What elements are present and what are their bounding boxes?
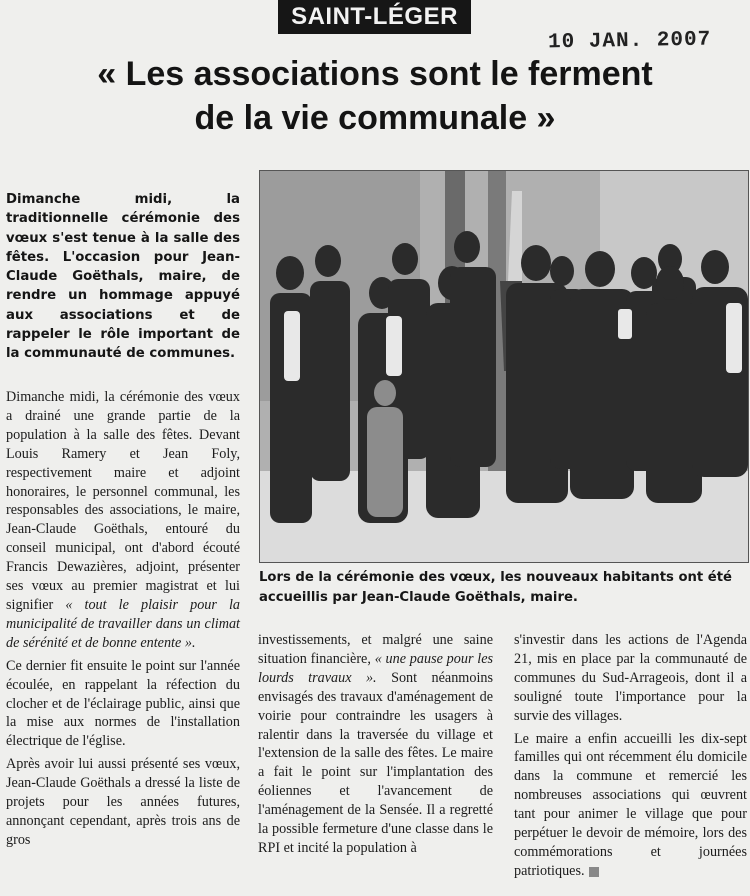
photo-caption: Lors de la cérémonie des vœux, les nouveaux habitants ont été accueillis par Jean-Claude Goëthals, maire. xyxy=(259,570,732,605)
body-paragraph xyxy=(258,631,493,858)
body-text: Sont néanmoins envisagés des travaux d'aménagement de voirie pour contraindre les usagers à ralentir dans la traversée du village et l'extension de la salle des fêtes. Le maire a fait le point sur l'implantation des éoliennes et l'avancement de l'aménagement de la Sensée. Il a regretté la possible fermeture d'une classe dans le RPI et incité la population à xyxy=(258,669,493,856)
body-paragraph xyxy=(514,730,747,881)
body-column-1 xyxy=(6,388,240,854)
body-text: Dimanche midi, la cérémonie des vœux a drainé une grande partie de la population à la salle des fêtes. Devant Louis Ramery et Jean Foly, respectivement maire et adjoint honoraires, le personnel communal, les responsables des associations, le maire, Jean-Claude Goëthals, entouré du conseil municipal, ont d'abord écouté Francis Dewazières, adjoint, présenter ses vœux au premier magistrat et lui signifier xyxy=(6,389,240,613)
headline-line-1: « Les associations sont le ferment xyxy=(97,55,653,93)
date-stamp: 10 JAN. 2007 xyxy=(547,28,712,55)
body-paragraph xyxy=(6,388,240,653)
headline-line-2: de la vie communale » xyxy=(194,99,556,137)
body-quote: « tout le plaisir pour la municipalité de travailler dans un climat de sérénité et de bonne entente ». xyxy=(6,596,241,651)
group-photo xyxy=(259,170,749,563)
body-column-3 xyxy=(514,631,747,885)
body-text: Le maire a enfin accueilli les dix-sept familles qui ont récemment élu domicile dans la commune et remercié les nombreuses associations qui œuvrent tant pour animer le village que pour perpétuer le devoir de mémoire, lors des commémorations et journées patriotiques. xyxy=(514,730,747,879)
body-paragraph: Après avoir lui aussi présenté ses vœux, Jean-Claude Goëthals a dressé la liste de projets pour les années futures, annonçant cependant, après trois ans de gros xyxy=(6,756,240,848)
end-of-article-mark xyxy=(589,867,599,877)
headline xyxy=(0,52,750,140)
body-paragraph: Ce dernier fit ensuite le point sur l'année écoulée, en rappelant la réfection du clocher et de l'éclairage public, ainsi que la mise aux normes de l'installation électrique de l'église. xyxy=(6,657,240,750)
body-text: investissements, et malgré une saine situation financière, xyxy=(258,632,493,667)
lede-paragraph: Dimanche midi, la traditionnelle cérémonie des vœux s'est tenue à la salle des fêtes. L'occasion pour Jean-Claude Goëthals, maire, de rendre un hommage appuyé aux associations et de rappeler le rôle important de la communauté de communes. xyxy=(6,192,240,362)
body-column-2 xyxy=(258,631,493,862)
body-quote: « une pause pour les lourds travaux ». xyxy=(258,650,494,686)
body-paragraph: s'investir dans les actions de l'Agenda 21, mis en place par la communauté de communes du Sud-Arrageois, dont il a souligné toute l'importance pour la survie des villages. xyxy=(514,632,747,724)
section-kicker: SAINT-LÉGER xyxy=(278,0,471,34)
group-photo-illustration xyxy=(260,171,748,562)
